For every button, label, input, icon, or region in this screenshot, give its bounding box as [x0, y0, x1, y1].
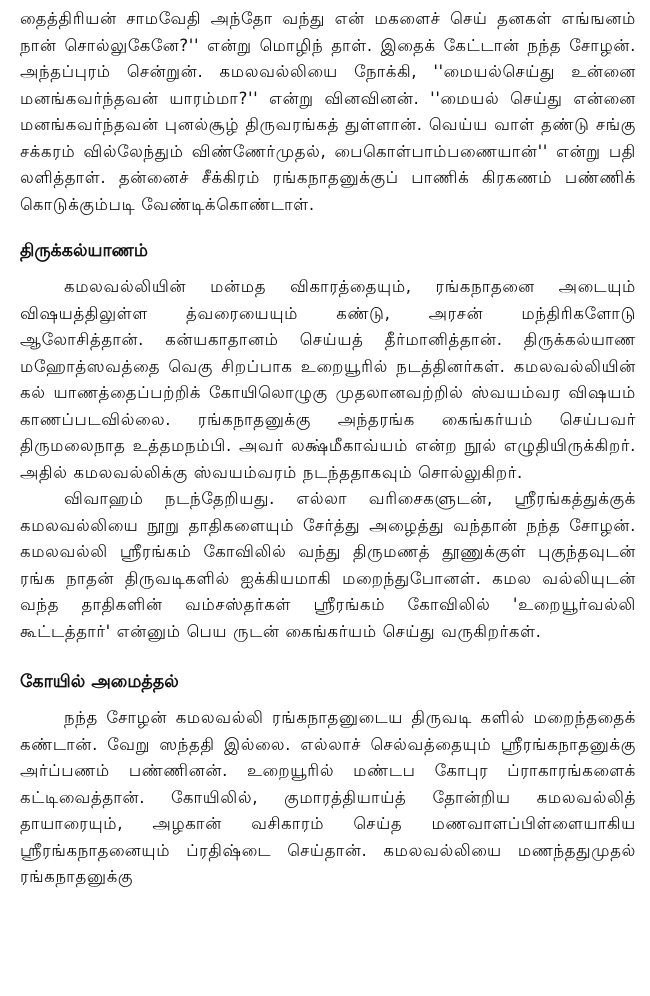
kalyanam-paragraph-2: விவாஹம் நடந்தேறியது. எல்லா வரிசைகளுடன், ஸ்ரீரங்கத்துக்குக் கமலவல்லியை நூறு தாதிகளையும் சேர்த்து அழைத்து வந்தான் நந்த சோழன். கமலவல்லி ஸ்ரீரங்கம் கோவிலில் வந்து திருமணத் தூணுக்குள் புகுந்தவுடன் ரங்க நாதன் திருவடிகளில் ஐக்கியமாகி மறைந்துபோனள். கமல வல்லியுடன் வந்த தாதிகளின் வம்சஸ்தர்கள் ஸ்ரீரங்கம் கோவிலில் 'உறையூர்வல்லி கூட்டத்தார்' என்னும் பெய ருடன் கைங்கர்யம் செய்து வருகிறர்கள்.: [20, 489, 636, 641]
heading-thirukalyanam: திருக்கல்யாணம்: [20, 241, 148, 261]
koyil-paragraph: நந்த சோழன் கமலவல்லி ரங்கநாதனுடைய திருவடி களில் மறைந்ததைக் கண்டான். வேறு ஸந்ததி இல்லை. எல்லாச் செல்வத்தையும் ஸ்ரீரங்கநாதனுக்கு அர்ப்பணம் பண்ணினன். உறையூரில் மண்டப கோபுர ப்ராகாரங்களைக் கட்டிவைத்தான். கோயிலில், குமாரத்தியாய்த் தோன்றிய கமலவல்லித் தாயாரையும், அழகான் வசிகாரம் செய்த மணவாளப்பிள்ளையாகிய ஸ்ரீரங்கநாதனையும் ப்ரதிஷ்டை செய்தான். கமலவல்லியை மணந்ததுமுதல் ரங்கநாதனுக்கு: [20, 708, 636, 886]
opening-paragraph: தைத்திரியன் சாமவேதி அந்தோ வந்து என் மகளைச் செய் தனகள் எங்ஙனம் நான் சொல்லுகேனே?'' என்று மொழிந் தாள். இதைக் கேட்டான் நந்த சோழன். அந்தப்புரம் சென்றுன். கமலவல்லியை நோக்கி, ''மையல்செய்து உன்னை மனங்கவர்ந்தவன் யாரம்மா?'' என்று வினவினன். ''மையல் செய்து என்னை மனங்கவர்ந்தவன் புனல்சூழ் திருவரங்கத் துள்ளான். வெய்ய வாள் தண்டு சங்கு சக்கரம் வில்லேந்தும் விண்ணேர்முதல், பைகொள்பாம்பணையான்'' என்று பதி லளித்தாள். தன்னைச் சீக்கிரம் ரங்கநாதனுக்குப் பாணிக் கிரகணம் பண்ணிக் கொடுக்கும்படி வேண்டிக்கொண்டாள்.: [20, 9, 636, 214]
heading-koyil-amaithal: கோயில் அமைத்தல்: [20, 672, 179, 692]
kalyanam-paragraph-1: கமலவல்லியின் மன்மத விகாரத்தையும், ரங்கநாதனை அடையும் விஷயத்திலுள்ள த்வரையையும் கண்டு, அரசன் மந்திரிகளோடு ஆலோசித்தான். கன்யகாதானம் செய்யத் தீர்மானித்தான். திருக்கல்யாண மஹோத்ஸவத்தை வெகு சிறப்பாக உறையூரில் நடத்தினர்கள். கமலவல்லியின் கல் யாணத்தைப்பற்றிக் கோயிலொழுகு முதலானவற்றில் ஸ்வயம்வர விஷயம் காணப்படவில்லை. ரங்கநாதனுக்கு அந்தரங்க கைங்கர்யம் செய்பவர் திருமலைநாத உத்தமநம்பி. அவர் லக்ஷ்மீகாவ்யம் என்ற நூல் எழுதியிருக்கிறர். அதில் கமலவல்லிக்கு ஸ்வயம்வரம் நடந்ததாகவும் சொல்லுகிறர்.: [20, 277, 636, 482]
